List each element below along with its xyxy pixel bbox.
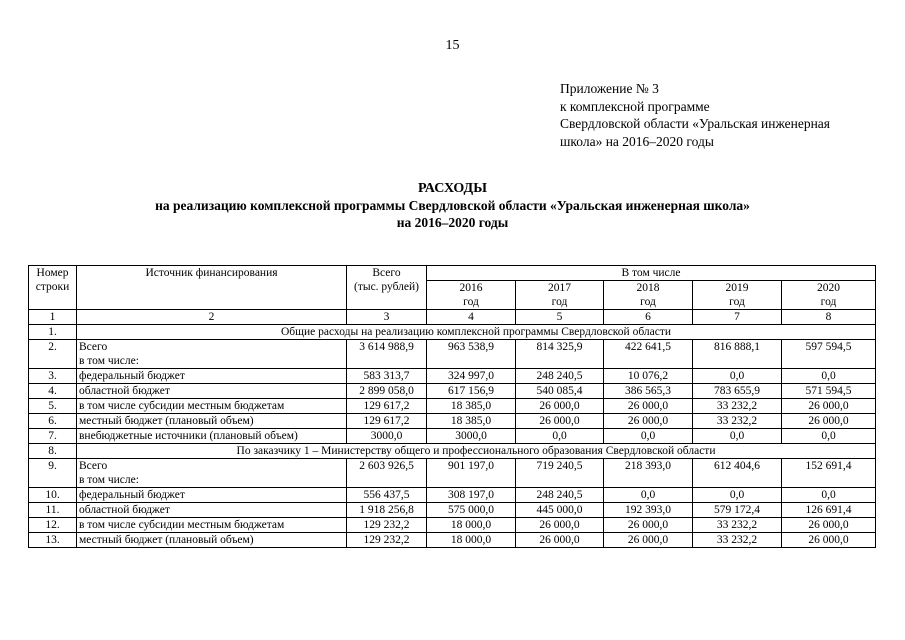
amount-y2016: 575 000,0 xyxy=(427,503,516,518)
document-title xyxy=(0,180,905,231)
column-number: 2 xyxy=(77,310,347,325)
amount-y2019: 33 232,2 xyxy=(693,414,782,429)
amount-y2017: 26 000,0 xyxy=(516,518,604,533)
section-title: Общие расходы на реализацию комплексной программы Свердловской области xyxy=(77,325,876,340)
column-number: 5 xyxy=(516,310,604,325)
amount-y2020: 597 594,5 xyxy=(782,340,876,369)
appendix-line: школа» на 2016–2020 годы xyxy=(560,133,714,149)
header-year: 2017 год xyxy=(516,281,604,310)
header-year: 2018 год xyxy=(604,281,693,310)
table-row xyxy=(29,518,876,533)
funding-source-label: областной бюджет xyxy=(79,385,170,397)
row-number: 7. xyxy=(29,429,77,444)
funding-source xyxy=(77,503,347,518)
amount-y2019: 33 232,2 xyxy=(693,399,782,414)
row-number: 8. xyxy=(29,444,77,459)
amount-y2020: 0,0 xyxy=(782,429,876,444)
amount-y2016: 18 385,0 xyxy=(427,414,516,429)
page-number: 15 xyxy=(445,38,460,53)
amount-total: 129 232,2 xyxy=(347,533,427,548)
header-row-number xyxy=(29,266,77,310)
amount-total: 1 918 256,8 xyxy=(347,503,427,518)
funding-source xyxy=(77,340,347,369)
amount-y2018: 218 393,0 xyxy=(604,459,693,488)
header-text: строки xyxy=(35,281,70,293)
table-row xyxy=(29,459,876,488)
header-year: 2016 год xyxy=(427,281,516,310)
table-row xyxy=(29,414,876,429)
amount-y2016: 18 000,0 xyxy=(427,533,516,548)
amount-total: 3000,0 xyxy=(347,429,427,444)
amount-y2018: 26 000,0 xyxy=(604,518,693,533)
funding-source-label: внебюджетные источники (плановый объем) xyxy=(79,430,298,442)
amount-y2019: 0,0 xyxy=(693,429,782,444)
column-number: 3 xyxy=(347,310,427,325)
amount-y2020: 26 000,0 xyxy=(782,533,876,548)
header-source: Источник финансирования xyxy=(77,266,347,310)
amount-y2017: 445 000,0 xyxy=(516,503,604,518)
amount-y2020: 26 000,0 xyxy=(782,518,876,533)
amount-y2020: 0,0 xyxy=(782,369,876,384)
row-number: 1. xyxy=(29,325,77,340)
amount-y2016: 617 156,9 xyxy=(427,384,516,399)
appendix-line: Свердловской области «Уральская инженерная xyxy=(560,116,831,131)
expenses-table xyxy=(28,265,876,548)
title-line: на реализацию комплексной программы Свердловской области «Уральская инженерная школа» xyxy=(155,198,750,213)
table-row xyxy=(29,533,876,548)
row-number: 12. xyxy=(29,518,77,533)
amount-y2018: 192 393,0 xyxy=(604,503,693,518)
table-row xyxy=(29,384,876,399)
amount-y2020: 0,0 xyxy=(782,488,876,503)
funding-source xyxy=(77,399,347,414)
amount-y2016: 18 000,0 xyxy=(427,518,516,533)
amount-y2020: 126 691,4 xyxy=(782,503,876,518)
amount-y2016: 308 197,0 xyxy=(427,488,516,503)
column-number: 8 xyxy=(782,310,876,325)
amount-y2019: 783 655,9 xyxy=(693,384,782,399)
amount-y2017: 719 240,5 xyxy=(516,459,604,488)
funding-source xyxy=(77,369,347,384)
funding-source xyxy=(77,518,347,533)
table-row xyxy=(29,399,876,414)
amount-y2018: 422 641,5 xyxy=(604,340,693,369)
funding-source-label: федеральный бюджет xyxy=(79,370,185,382)
row-number: 2. xyxy=(29,340,77,369)
table-row xyxy=(29,488,876,503)
funding-source-sublabel: в том числе: xyxy=(79,474,139,486)
amount-y2019: 33 232,2 xyxy=(693,518,782,533)
funding-source-label: федеральный бюджет xyxy=(79,489,185,501)
row-number: 11. xyxy=(29,503,77,518)
row-number: 10. xyxy=(29,488,77,503)
amount-y2020: 26 000,0 xyxy=(782,399,876,414)
header-text: Номер xyxy=(36,267,69,279)
row-number: 5. xyxy=(29,399,77,414)
section-row xyxy=(29,444,876,459)
amount-total: 129 232,2 xyxy=(347,518,427,533)
amount-y2017: 26 000,0 xyxy=(516,533,604,548)
amount-y2019: 33 232,2 xyxy=(693,533,782,548)
table-row xyxy=(29,340,876,369)
amount-y2016: 18 385,0 xyxy=(427,399,516,414)
amount-y2016: 3000,0 xyxy=(427,429,516,444)
amount-y2017: 26 000,0 xyxy=(516,399,604,414)
column-number: 6 xyxy=(604,310,693,325)
amount-y2019: 0,0 xyxy=(693,369,782,384)
amount-total: 2 603 926,5 xyxy=(347,459,427,488)
funding-source xyxy=(77,488,347,503)
row-number: 6. xyxy=(29,414,77,429)
funding-source xyxy=(77,429,347,444)
amount-y2018: 386 565,3 xyxy=(604,384,693,399)
header-year: 2019 год xyxy=(693,281,782,310)
amount-y2017: 248 240,5 xyxy=(516,369,604,384)
header-total xyxy=(347,266,427,310)
column-number: 4 xyxy=(427,310,516,325)
amount-total: 556 437,5 xyxy=(347,488,427,503)
row-number: 3. xyxy=(29,369,77,384)
header-including: В том числе xyxy=(427,266,876,281)
appendix-note xyxy=(560,80,830,150)
header-row xyxy=(29,266,876,281)
amount-y2017: 248 240,5 xyxy=(516,488,604,503)
amount-y2020: 26 000,0 xyxy=(782,414,876,429)
amount-y2017: 540 085,4 xyxy=(516,384,604,399)
amount-y2019: 816 888,1 xyxy=(693,340,782,369)
funding-source-label: местный бюджет (плановый объем) xyxy=(79,415,254,427)
header-text: (тыс. рублей) xyxy=(353,281,420,293)
amount-y2016: 324 997,0 xyxy=(427,369,516,384)
row-number: 9. xyxy=(29,459,77,488)
amount-y2020: 152 691,4 xyxy=(782,459,876,488)
row-number: 13. xyxy=(29,533,77,548)
funding-source xyxy=(77,533,347,548)
appendix-line: к комплексной программе xyxy=(560,98,710,114)
amount-y2017: 0,0 xyxy=(516,429,604,444)
section-title: По заказчику 1 – Министерству общего и профессионального образования Свердловской области xyxy=(77,444,876,459)
funding-source-sublabel: в том числе: xyxy=(79,355,139,367)
funding-source-label: в том числе субсидии местным бюджетам xyxy=(79,519,285,531)
funding-source xyxy=(77,414,347,429)
appendix-line: Приложение № 3 xyxy=(560,81,659,96)
amount-total: 583 313,7 xyxy=(347,369,427,384)
title-line: на 2016–2020 годы xyxy=(396,215,509,230)
section-row xyxy=(29,325,876,340)
funding-source xyxy=(77,384,347,399)
amount-y2018: 0,0 xyxy=(604,429,693,444)
amount-y2017: 26 000,0 xyxy=(516,414,604,429)
title-main: РАСХОДЫ xyxy=(418,181,487,196)
amount-y2018: 26 000,0 xyxy=(604,414,693,429)
header-text: Всего xyxy=(372,267,401,279)
column-number: 1 xyxy=(29,310,77,325)
amount-y2016: 901 197,0 xyxy=(427,459,516,488)
amount-y2020: 571 594,5 xyxy=(782,384,876,399)
amount-total: 3 614 988,9 xyxy=(347,340,427,369)
amount-y2018: 26 000,0 xyxy=(604,533,693,548)
amount-y2018: 10 076,2 xyxy=(604,369,693,384)
amount-y2018: 0,0 xyxy=(604,488,693,503)
amount-y2019: 579 172,4 xyxy=(693,503,782,518)
amount-y2018: 26 000,0 xyxy=(604,399,693,414)
amount-y2016: 963 538,9 xyxy=(427,340,516,369)
table-row xyxy=(29,429,876,444)
funding-source-label: областной бюджет xyxy=(79,504,170,516)
amount-y2019: 0,0 xyxy=(693,488,782,503)
table-row xyxy=(29,503,876,518)
funding-source xyxy=(77,459,347,488)
amount-total: 129 617,2 xyxy=(347,399,427,414)
funding-source-label: местный бюджет (плановый объем) xyxy=(79,534,254,546)
amount-total: 2 899 058,0 xyxy=(347,384,427,399)
table-row xyxy=(29,369,876,384)
funding-source-label: Всего xyxy=(79,341,108,353)
amount-y2017: 814 325,9 xyxy=(516,340,604,369)
funding-source-label: Всего xyxy=(79,460,108,472)
row-number: 4. xyxy=(29,384,77,399)
amount-total: 129 617,2 xyxy=(347,414,427,429)
column-numbers-row xyxy=(29,310,876,325)
header-year: 2020 год xyxy=(782,281,876,310)
column-number: 7 xyxy=(693,310,782,325)
funding-source-label: в том числе субсидии местным бюджетам xyxy=(79,400,285,412)
amount-y2019: 612 404,6 xyxy=(693,459,782,488)
